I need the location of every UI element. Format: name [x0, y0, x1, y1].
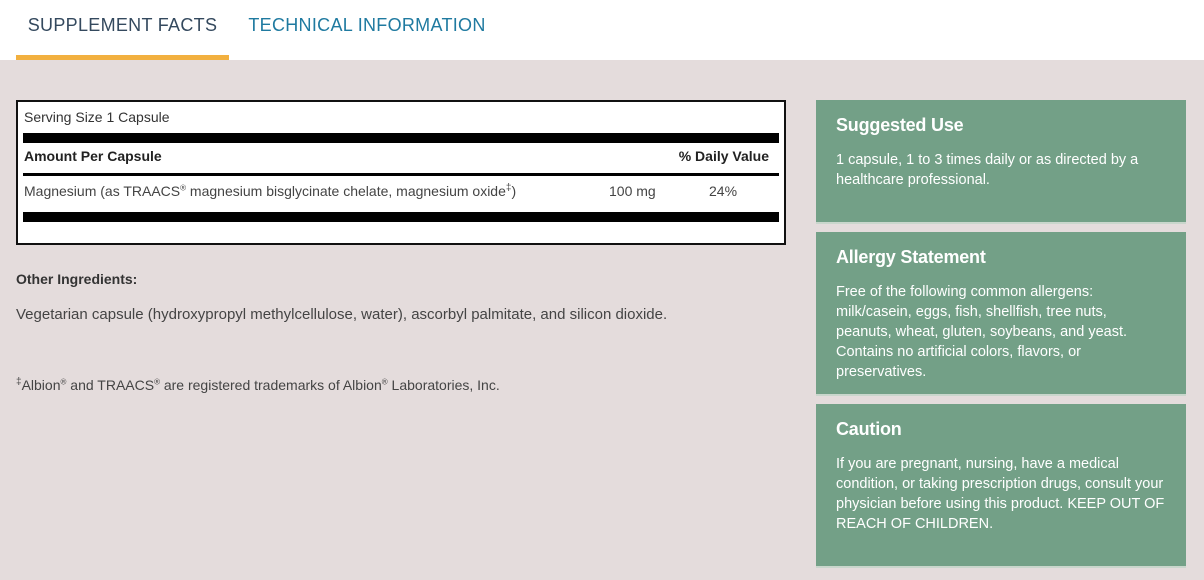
card-text: Free of the following common allergens: milk/casein, eggs, fish, shellfish, tree nuts, peanuts, wheat, gluten, soybeans, and yeast. Contains no artificial colors, flavors, or preservatives. [836, 284, 1128, 380]
facts-thick-divider-bottom [23, 212, 779, 222]
caution-card [816, 404, 1186, 566]
card-title: Caution [836, 419, 902, 439]
facts-thick-divider-top [23, 133, 779, 143]
registered-mark: ® [381, 377, 388, 387]
trademark-text: Laboratories, Inc. [387, 377, 500, 393]
tab-technical-information-label: TECHNICAL INFORMATION [248, 15, 486, 35]
allergy-statement-card [816, 232, 1186, 394]
card-title: Suggested Use [836, 115, 964, 135]
suggested-use-card [816, 100, 1186, 222]
tab-technical-information[interactable] [244, 0, 490, 60]
trademark-notice [16, 377, 500, 393]
nutrient-name-part: ) [511, 183, 517, 199]
tab-supplement-facts[interactable] [16, 0, 229, 60]
nutrient-daily-value: 24% [709, 183, 738, 199]
nutrient-amount: 100 mg [609, 183, 656, 199]
registered-mark: ® [180, 183, 187, 193]
dagger-mark: ‡ [505, 182, 512, 194]
serving-size: Serving Size 1 Capsule [24, 109, 170, 125]
registered-mark: ® [60, 377, 67, 387]
nutrient-name-part: Magnesium (as TRAACS [24, 183, 181, 199]
tab-supplement-facts-label: SUPPLEMENT FACTS [27, 15, 218, 35]
card-title: Allergy Statement [836, 247, 986, 267]
amount-per-capsule-header: Amount Per Capsule [24, 148, 162, 164]
trademark-text: Albion [21, 377, 61, 393]
dagger-mark: ‡ [16, 376, 22, 388]
facts-divider [23, 173, 779, 176]
other-ingredients-label: Other Ingredients: [16, 271, 138, 287]
other-ingredients-text: Vegetarian capsule (hydroxypropyl methylcellulose, water), ascorbyl palmitate, and silicon dioxide. [16, 306, 668, 323]
card-text: 1 capsule, 1 to 3 times daily or as directed by a healthcare professional. [836, 152, 1139, 188]
daily-value-header: % Daily Value [678, 148, 769, 164]
trademark-text: are registered trademarks of Albion [159, 377, 382, 393]
card-text: If you are pregnant, nursing, have a medical condition, or taking prescription drugs, consult your physician before using this product. KEEP OUT OF REACH OF CHILDREN. [836, 456, 1165, 532]
nutrient-name-part: magnesium bisglycinate chelate, magnesium oxide [186, 183, 506, 199]
active-tab-underline [16, 55, 229, 60]
registered-mark: ® [154, 377, 160, 387]
tab-bar [0, 0, 1204, 60]
nutrient-name [24, 183, 516, 199]
trademark-text: and TRAACS [66, 377, 155, 393]
supplement-facts-panel [16, 100, 786, 245]
